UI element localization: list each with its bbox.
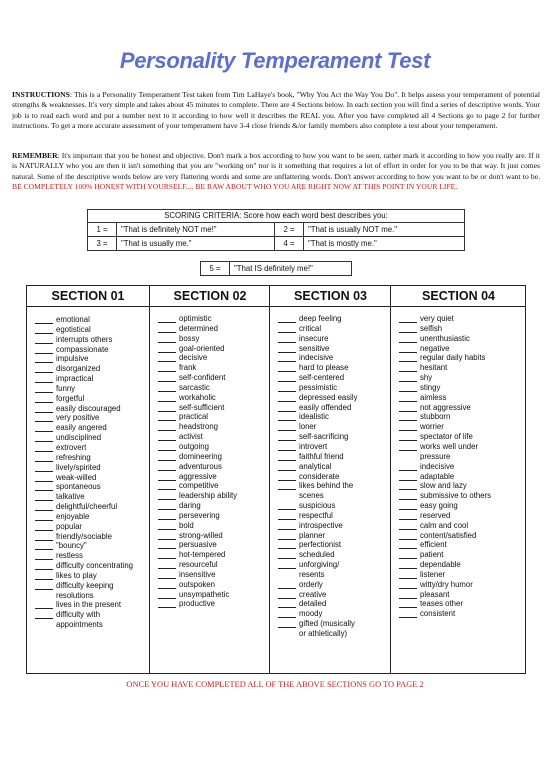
- section-title: SECTION 02: [150, 286, 270, 307]
- word-item[interactable]: interrupts others: [35, 335, 149, 345]
- word-item[interactable]: disorganized: [35, 364, 149, 374]
- word-item[interactable]: loner: [278, 422, 391, 432]
- section-title: SECTION 03: [270, 286, 391, 307]
- word-item-continuation: appointments: [56, 620, 103, 630]
- remember-paragraph: [12, 151, 540, 193]
- word-item[interactable]: worrier: [399, 422, 526, 432]
- section-title: SECTION 01: [27, 286, 149, 307]
- word-item[interactable]: stubborn: [399, 412, 526, 422]
- page-title: Personality Temperament Test: [119, 48, 431, 73]
- word-item[interactable]: optimistic: [158, 314, 270, 324]
- word-item[interactable]: easily offended: [278, 403, 391, 413]
- word-item[interactable]: pessimistic: [278, 383, 391, 393]
- word-item[interactable]: outspoken: [158, 580, 270, 590]
- word-item-continuation: pressure: [420, 451, 451, 461]
- word-item[interactable]: friendly/sociable: [35, 532, 149, 542]
- word-item[interactable]: slow and lazy: [399, 481, 526, 491]
- word-item[interactable]: lively/spirited: [35, 463, 149, 473]
- word-item[interactable]: introvert: [278, 442, 391, 452]
- word-item[interactable]: emotional: [35, 315, 149, 325]
- word-item[interactable]: aggressive: [158, 472, 270, 482]
- word-item[interactable]: workaholic: [158, 393, 270, 403]
- score-meaning: "That is definitely NOT me!": [117, 223, 275, 236]
- word-item[interactable]: leadership ability: [158, 491, 270, 501]
- word-item[interactable]: analytical: [278, 462, 391, 472]
- word-item[interactable]: popular: [35, 522, 149, 532]
- word-item[interactable]: respectful: [278, 511, 391, 521]
- scoring-criteria-header: SCORING CRITERIA: Score how each word best describes you:: [88, 210, 464, 223]
- word-item[interactable]: hard to please: [278, 363, 391, 373]
- word-item[interactable]: introspective: [278, 521, 391, 531]
- word-item[interactable]: insensitive: [158, 570, 270, 580]
- word-item[interactable]: competitive: [158, 481, 270, 491]
- word-item[interactable]: dependable: [399, 560, 526, 570]
- word-item[interactable]: moody: [278, 609, 391, 619]
- word-item[interactable]: not aggressive: [399, 403, 526, 413]
- score-number: 4 =: [275, 237, 304, 250]
- word-item[interactable]: "bouncy": [35, 541, 149, 551]
- word-item[interactable]: enjoyable: [35, 512, 149, 522]
- word-item[interactable]: considerate: [278, 472, 391, 482]
- word-item[interactable]: consistent: [399, 609, 526, 619]
- word-item[interactable]: weak-willed: [35, 473, 149, 483]
- instructions-text: : This is a Personality Temperament Test taken from Tim LaHaye's book, "Why You Act the Way You Do". It helps assess your temperament of potential strengths & weaknesses. It's very simple and takes about 45 minutes to complete. There are 4 Sections below. In each section you will find a series of descriptive words. Your job is to read each word and put a number next to it according to how well it describes the REAL you. After you have completed all 4 Sections go to page 2 for further instructions. To get a more accurate assessment of your temperament have 3-4 close friends &/or family members also complete a test about your temperament.: [12, 90, 540, 131]
- word-item[interactable]: talkative: [35, 492, 149, 502]
- word-item[interactable]: difficulty concentrating: [35, 561, 149, 571]
- word-item[interactable]: forgetful: [35, 394, 149, 404]
- word-item[interactable]: planner: [278, 531, 391, 541]
- word-item[interactable]: funny: [35, 384, 149, 394]
- instructions-paragraph: [12, 90, 540, 132]
- word-item[interactable]: efficient: [399, 540, 526, 550]
- footer-instruction: ONCE YOU HAVE COMPLETED ALL OF THE ABOVE SECTIONS GO TO PAGE 2: [126, 680, 424, 689]
- scoring-criteria-table: [87, 209, 465, 251]
- word-item-continuation: resolutions: [56, 590, 94, 600]
- word-item[interactable]: headstrong: [158, 422, 270, 432]
- word-item[interactable]: persevering: [158, 511, 270, 521]
- word-item[interactable]: easy going: [399, 501, 526, 511]
- word-item[interactable]: bold: [158, 521, 270, 531]
- word-item[interactable]: compassionate: [35, 345, 149, 355]
- word-item[interactable]: unsympathetic: [158, 590, 270, 600]
- word-item[interactable]: selfish: [399, 324, 526, 334]
- remember-label: REMEMBER: [12, 151, 58, 160]
- word-item[interactable]: indecisive: [399, 462, 526, 472]
- remember-text: : It's important that you be honest and objective. Don't mark a box according to how you want to be seen, rather mark it according to how you really are. If it is NATURALLY who you are then it isn't something that you are "working on" nor is it something that requires a lot of effort in order for you to be that way. It just comes natural. Some of the descriptive words below are very flattering words and some are unflattering words. Don't answer according to how you want to be or don't want to be.: [12, 151, 540, 181]
- word-item[interactable]: self-confident: [158, 373, 270, 383]
- word-item[interactable]: practical: [158, 412, 270, 422]
- word-item[interactable]: very quiet: [399, 314, 526, 324]
- section-items: [27, 307, 149, 630]
- word-item[interactable]: likes behind the: [278, 481, 391, 491]
- word-item[interactable]: refreshing: [35, 453, 149, 463]
- word-item[interactable]: hot-tempered: [158, 550, 270, 560]
- word-item[interactable]: easily discouraged: [35, 404, 149, 414]
- section-01: [27, 286, 149, 673]
- word-item[interactable]: unforgiving/: [278, 560, 391, 570]
- word-item[interactable]: deep feeling: [278, 314, 391, 324]
- word-item[interactable]: domineering: [158, 452, 270, 462]
- word-item[interactable]: very positive: [35, 413, 149, 423]
- word-item[interactable]: restless: [35, 551, 149, 561]
- score-number: 1 =: [88, 223, 117, 236]
- word-item-continuation: scenes: [299, 491, 324, 501]
- scoring-row: [88, 223, 464, 237]
- word-item[interactable]: outgoing: [158, 442, 270, 452]
- word-item[interactable]: listener: [399, 570, 526, 580]
- word-item[interactable]: shy: [399, 373, 526, 383]
- section-title: SECTION 04: [391, 286, 526, 307]
- word-item[interactable]: extrovert: [35, 443, 149, 453]
- word-item[interactable]: witty/dry humor: [399, 580, 526, 590]
- score-number: 2 =: [275, 223, 304, 236]
- word-item[interactable]: egotistical: [35, 325, 149, 335]
- word-item[interactable]: stingy: [399, 383, 526, 393]
- word-item[interactable]: delightful/cheerful: [35, 502, 149, 512]
- word-item[interactable]: submissive to others: [399, 491, 526, 501]
- word-item[interactable]: detailed: [278, 599, 391, 609]
- section-items: [150, 307, 270, 609]
- word-item[interactable]: negative: [399, 344, 526, 354]
- score-meaning: "That is mostly me.": [308, 239, 377, 248]
- word-item[interactable]: orderly: [278, 580, 391, 590]
- remember-emphasis: BE COMPLETELY 100% HONEST WITH YOURSELF.... BE RAW ABOUT WHO YOU ARE RIGHT NOW AT THIS POINT IN YOUR LIFE.: [12, 182, 458, 192]
- scoring-five-box: [200, 261, 352, 276]
- word-item[interactable]: regular daily habits: [399, 353, 526, 363]
- word-item[interactable]: calm and cool: [399, 521, 526, 531]
- word-item[interactable]: critical: [278, 324, 391, 334]
- word-item[interactable]: hesitant: [399, 363, 526, 373]
- word-item[interactable]: activist: [158, 432, 270, 442]
- word-item[interactable]: unenthusiastic: [399, 334, 526, 344]
- score-meaning: "That IS definitely me!": [234, 264, 313, 273]
- word-item[interactable]: difficulty keeping: [35, 581, 149, 591]
- section-items: [391, 307, 526, 619]
- word-item[interactable]: self-centered: [278, 373, 391, 383]
- word-item[interactable]: lives in the present: [35, 600, 149, 610]
- word-item[interactable]: adaptable: [399, 472, 526, 482]
- section-items: [270, 307, 391, 639]
- word-item[interactable]: adventurous: [158, 462, 270, 472]
- word-item[interactable]: insecure: [278, 334, 391, 344]
- word-item[interactable]: impractical: [35, 374, 149, 384]
- word-item-continuation: or athletically): [299, 629, 348, 638]
- word-item[interactable]: goal-oriented: [158, 344, 270, 354]
- word-item[interactable]: spectator of life: [399, 432, 526, 442]
- word-item[interactable]: daring: [158, 501, 270, 511]
- word-item[interactable]: reserved: [399, 511, 526, 521]
- word-item[interactable]: bossy: [158, 334, 270, 344]
- word-item[interactable]: gifted (musically: [278, 619, 391, 629]
- word-item[interactable]: teases other: [399, 599, 526, 609]
- word-item[interactable]: suspicious: [278, 501, 391, 511]
- word-item[interactable]: difficulty with: [35, 610, 149, 620]
- word-item[interactable]: self-sacrificing: [278, 432, 391, 442]
- scoring-row: [88, 237, 464, 250]
- word-item[interactable]: productive: [158, 599, 270, 609]
- word-item[interactable]: aimless: [399, 393, 526, 403]
- score-number: 3 =: [88, 237, 117, 250]
- section-04: [390, 286, 526, 673]
- word-item[interactable]: works well under: [399, 442, 526, 452]
- word-item[interactable]: easily angered: [35, 423, 149, 433]
- word-item[interactable]: determined: [158, 324, 270, 334]
- word-item[interactable]: perfectionist: [278, 540, 391, 550]
- word-item[interactable]: likes to play: [35, 571, 149, 581]
- word-item[interactable]: depressed easily: [278, 393, 391, 403]
- word-item[interactable]: patient: [399, 550, 526, 560]
- word-item[interactable]: undisciplined: [35, 433, 149, 443]
- score-meaning: "That is usually me.": [117, 237, 275, 250]
- word-item[interactable]: impulsive: [35, 354, 149, 364]
- word-item[interactable]: sarcastic: [158, 383, 270, 393]
- word-item[interactable]: creative: [278, 590, 391, 600]
- section-02: [149, 286, 270, 673]
- word-item-continuation: resents: [299, 569, 325, 579]
- word-item[interactable]: sensitive: [278, 344, 391, 354]
- word-item[interactable]: scheduled: [278, 550, 391, 560]
- sections-grid: [26, 285, 526, 674]
- word-item[interactable]: idealistic: [278, 412, 391, 422]
- word-item[interactable]: persuasive: [158, 540, 270, 550]
- word-item[interactable]: strong-willed: [158, 531, 270, 541]
- word-item[interactable]: content/satisfied: [399, 531, 526, 541]
- instructions-label: INSTRUCTIONS: [12, 90, 70, 99]
- word-item[interactable]: self-sufficient: [158, 403, 270, 413]
- word-item[interactable]: indecisive: [278, 353, 391, 363]
- score-number: 5 =: [201, 262, 230, 275]
- score-meaning: "That is usually NOT me.": [308, 225, 398, 234]
- word-item[interactable]: resourceful: [158, 560, 270, 570]
- word-item[interactable]: frank: [158, 363, 270, 373]
- section-03: [269, 286, 391, 673]
- word-item[interactable]: spontaneous: [35, 482, 149, 492]
- word-item[interactable]: decisive: [158, 353, 270, 363]
- word-item[interactable]: faithful friend: [278, 452, 391, 462]
- word-item[interactable]: pleasant: [399, 590, 526, 600]
